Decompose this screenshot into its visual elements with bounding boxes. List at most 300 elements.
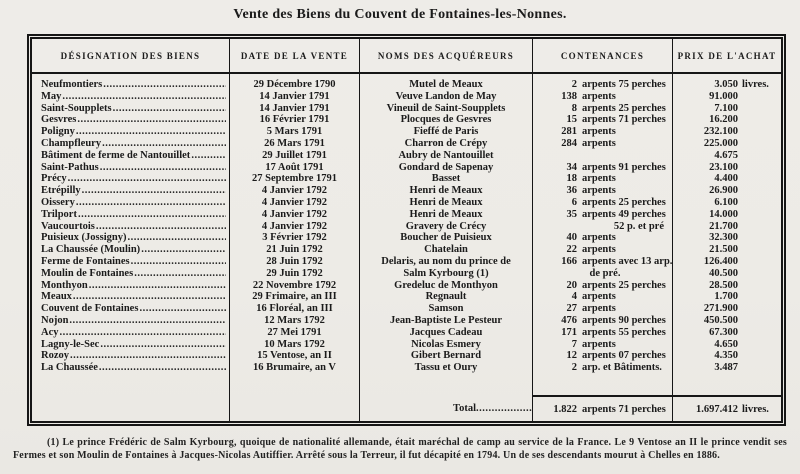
table-row-designation: [32, 162, 229, 174]
designation-label: Ferme de Fontaines: [41, 255, 130, 267]
total-prix-unit: livres.: [742, 403, 769, 415]
prix-unit: [738, 103, 779, 115]
table-row-prix: [673, 185, 781, 197]
table-row-designation: [32, 209, 229, 221]
dot-leader: [73, 291, 226, 303]
contenance-number: 22: [566, 244, 577, 256]
table-row-designation: [32, 138, 229, 150]
designation-label: Champfleury: [41, 137, 102, 149]
dot-leader: [60, 327, 227, 339]
contenance-unit-text: arpents 07 perches: [582, 350, 666, 362]
prix-unit: [738, 150, 779, 162]
dot-leader: [134, 268, 226, 280]
contenance-unit-text: arpents avec 13 arp.: [582, 255, 672, 267]
table-row-designation: [32, 315, 229, 327]
prix-unit: [738, 221, 779, 233]
table-row-date: 29 Frimaire, an III: [252, 291, 337, 303]
prix-number: 91.000: [709, 90, 738, 102]
total-row-empty: [230, 395, 359, 421]
dot-leader: [100, 339, 226, 351]
contenance-number: 27: [566, 303, 577, 315]
total-label-cell: [360, 395, 532, 421]
table-row-prix: [673, 303, 781, 315]
dot-leader: [70, 350, 226, 362]
designation-label: Saint-Soupplets: [41, 102, 112, 114]
prix-number: 16.200: [709, 114, 738, 126]
table-row-acquereur: Charron de Crépy: [404, 137, 488, 149]
total-prix-cell: [673, 395, 781, 421]
dot-leader: [68, 173, 226, 185]
sales-table: [27, 34, 786, 426]
table-row-date: 5 Mars 1791: [266, 126, 323, 138]
contenance-number: 138: [561, 90, 577, 102]
table-row-acquereur: Vineuil de Saint-Soupplets: [386, 102, 506, 114]
designation-label: La Chaussée (Moulin): [41, 244, 141, 256]
prix-unit: [738, 162, 779, 174]
prix-number: 32.300: [709, 232, 738, 244]
table-row-contenance: [533, 185, 672, 197]
table-row-designation: [32, 362, 229, 374]
dot-leader: [139, 303, 226, 315]
table-row-designation: [32, 150, 229, 162]
table-row-acquereur: Regnault: [425, 291, 467, 303]
prix-unit: [738, 173, 779, 185]
table-row-date: 4 Janvier 1792: [261, 196, 328, 208]
table-row-prix: [673, 114, 781, 126]
table-row-prix: [673, 150, 781, 162]
contenance-unit-text: arpents 90 perches: [582, 314, 666, 326]
prix-unit: [738, 114, 779, 126]
table-row-date: 10 Mars 1792: [264, 338, 325, 350]
table-row-contenance: [533, 244, 672, 256]
prix-unit: [738, 339, 779, 351]
total-prix-number: 1.697.412: [696, 403, 738, 415]
prix-unit: [738, 138, 779, 150]
table-row-acquereur: Aubry de Nantouillet: [398, 149, 494, 161]
header-date: DATE DE LA VENTE: [230, 39, 360, 72]
contenance-number: 8: [571, 102, 577, 114]
table-row-designation: [32, 221, 229, 233]
prix-unit: [738, 232, 779, 244]
prix-number: 3.050: [714, 79, 738, 90]
table-row-contenance: [533, 339, 672, 351]
contenance-unit-text: arpents: [582, 185, 616, 197]
table-row-date: 22 Novembre 1792: [252, 279, 337, 291]
table-row-contenance: [533, 291, 672, 303]
table-row-contenance: [533, 126, 672, 138]
contenance-number: 40: [566, 232, 577, 244]
table-row-acquereur: Veuve Landon de May: [395, 90, 497, 102]
table-row-date: 17 Août 1791: [265, 161, 324, 173]
contenance-unit-text: arpents 75 perches: [582, 79, 666, 90]
prix-unit: [738, 350, 779, 362]
prix-number: 4.400: [714, 173, 738, 185]
table-row-acquereur: Henri de Meaux: [409, 208, 483, 220]
table-row-date: 29 Juin 1792: [266, 267, 323, 279]
table-row-prix: [673, 244, 781, 256]
dot-leader: [131, 256, 226, 268]
dot-leader: [77, 114, 226, 126]
table-row-contenance: [533, 303, 672, 315]
designation-label: Oissery: [41, 196, 75, 208]
table-row-designation: [32, 185, 229, 197]
contenance-unit-text: arpents 49 perches: [582, 208, 666, 220]
header-contenances: CONTENANCES: [533, 39, 673, 72]
prix-unit: [738, 315, 779, 327]
dot-leader: [76, 126, 226, 138]
prix-unit: [738, 280, 779, 292]
table-row-date: 4 Janvier 1792: [261, 220, 328, 232]
contenance-number: 20: [566, 279, 577, 291]
contenance-unit-text: 52 p. et pré: [613, 220, 664, 232]
total-prix: [673, 404, 781, 415]
contenance-unit-text: arpents 71 perches: [582, 114, 666, 126]
designation-label: Moulin de Fontaines: [41, 267, 134, 279]
table-row-acquereur: Jean-Baptiste Le Pesteur: [390, 314, 502, 326]
prix-number: 21.500: [709, 244, 738, 256]
prix-number: 14.000: [709, 208, 738, 220]
designation-label: Couvent de Fontaines: [41, 303, 139, 315]
contenance-unit-text: arpents: [582, 173, 616, 185]
dot-leader: [96, 221, 226, 233]
table-row-contenance: [533, 150, 672, 162]
prix-number: 1.700: [714, 291, 738, 303]
prix-unit: [738, 303, 779, 315]
column-date: [230, 74, 360, 421]
table-row-designation: [32, 197, 229, 209]
table-row-contenance: [533, 91, 672, 103]
designation-label: Monthyon: [41, 279, 88, 291]
table-row-acquereur: Plocques de Gesvres: [400, 114, 492, 126]
table-row-date: 15 Ventose, an II: [257, 350, 332, 362]
contenance-number: 15: [566, 114, 577, 126]
contenance-number: 476: [561, 314, 577, 326]
table-row-contenance: [533, 362, 672, 374]
prix-number: 28.500: [709, 279, 738, 291]
table-row-designation: [32, 339, 229, 351]
table-row-acquereur: Henri de Meaux: [409, 196, 483, 208]
table-row-prix: [673, 327, 781, 339]
table-row-prix: [673, 91, 781, 103]
table-body: [32, 74, 781, 421]
designation-label: Bâtiment de ferme de Nantouillet: [41, 149, 191, 161]
prix-number: 21.700: [709, 220, 738, 232]
designation-label: Nojon: [41, 314, 69, 326]
contenance-unit-text: arpents: [582, 338, 616, 350]
dot-leader: [78, 209, 226, 221]
table-row-acquereur: Henri de Meaux: [409, 185, 483, 197]
prix-unit: [738, 126, 779, 138]
prix-unit: [738, 185, 779, 197]
prix-number: 3.487: [714, 362, 738, 374]
contenance-number: 166: [561, 255, 577, 267]
table-row-date: 16 Floréal, an III: [256, 303, 333, 315]
contenance-unit-text: arpents: [582, 303, 616, 315]
table-row-date: 4 Janvier 1792: [261, 208, 328, 220]
table-row-designation: [32, 232, 229, 244]
table-row-acquereur: Samson: [428, 303, 464, 315]
designation-label: La Chaussée: [41, 362, 98, 374]
table-row-prix: [673, 256, 781, 268]
contenance-number: 284: [561, 137, 577, 149]
table-row-date: 12 Mars 1792: [264, 314, 325, 326]
total-contenance: [533, 404, 672, 415]
column-spacer: [32, 374, 229, 395]
dot-leader: [102, 138, 226, 150]
column-spacer: [673, 374, 781, 395]
table-row-prix: [673, 280, 781, 292]
table-row-date: 28 Juin 1792: [266, 255, 323, 267]
table-header-row: [32, 39, 781, 74]
table-row-date: 21 Juin 1792: [266, 244, 323, 256]
table-row-designation: [32, 114, 229, 126]
prix-number: 7.100: [714, 102, 738, 114]
contenance-number: 7: [571, 338, 577, 350]
header-acquereurs: NOMS DES ACQUÉREURS: [360, 39, 533, 72]
contenance-number: 34: [566, 161, 577, 173]
table-row-contenance: [533, 350, 672, 362]
table-row-prix: [673, 362, 781, 374]
contenance-unit-text: arpents: [582, 232, 616, 244]
prix-unit: [738, 197, 779, 209]
table-row-designation: [32, 327, 229, 339]
contenance-number: 4: [571, 291, 577, 303]
contenance-unit-text: arpents: [582, 90, 616, 102]
contenance-unit-text: arpents: [582, 244, 616, 256]
designation-label: Lagny-le-Sec: [41, 338, 100, 350]
table-row-prix: [673, 79, 781, 91]
table-row-date: 16 Février 1791: [259, 114, 330, 126]
prix-unit: livres.: [742, 79, 769, 90]
table-row-acquereur: Tassu et Oury: [414, 362, 478, 374]
table-row-designation: [32, 79, 229, 91]
table-row-prix: [673, 315, 781, 327]
table-row-acquereur: Gondard de Sapenay: [398, 161, 494, 173]
table-row-prix: [673, 209, 781, 221]
prix-number: 40.500: [709, 267, 738, 279]
prix-number: 4.350: [714, 350, 738, 362]
prix-number: 126.400: [703, 255, 738, 267]
dot-leader: [191, 150, 226, 162]
column-spacer: [360, 374, 532, 395]
table-row-contenance: [533, 268, 672, 280]
contenance-number: [533, 150, 577, 162]
contenance-number: 171: [561, 326, 577, 338]
column-spacer: [533, 374, 672, 395]
contenance-number: 6: [571, 196, 577, 208]
contenance-number: 35: [566, 208, 577, 220]
designation-label: Puisieux (Jossigny): [41, 232, 127, 244]
column-spacer: [230, 374, 359, 395]
dot-leader: [113, 103, 226, 115]
header-designation: DÉSIGNATION DES BIENS: [32, 39, 230, 72]
total-row-empty: [32, 395, 229, 421]
table-row-prix: [673, 138, 781, 150]
dot-leader: [89, 280, 226, 292]
contenance-number: 281: [561, 126, 577, 138]
table-row-acquereur: Fieffé de Paris: [413, 126, 479, 138]
table-row-contenance: [533, 280, 672, 292]
table-row-acquereur: Jacques Cadeau: [409, 326, 483, 338]
designation-label: Saint-Pathus: [41, 161, 99, 173]
table-row-designation: [32, 91, 229, 103]
table-row-acquereur: Delaris, au nom du prince de: [381, 255, 511, 267]
table-row-acquereur: Mutel de Meaux: [409, 79, 483, 90]
total-contenance-number: 1.822: [553, 403, 577, 415]
contenance-unit-text: arp. et Bâtiments.: [582, 362, 662, 374]
table-row-date: 16 Brumaire, an V: [252, 362, 337, 374]
table-row-date: 27 Septembre 1791: [252, 173, 337, 185]
contenance-unit-text: arpents 91 perches: [582, 161, 666, 173]
dot-leader: [127, 232, 226, 244]
contenance-unit-text: [577, 150, 582, 162]
table-row-date: 14 Janvier 1791: [259, 102, 330, 114]
table-row-contenance: [533, 79, 672, 91]
table-row-date: 3 Février 1792: [262, 232, 327, 244]
prix-number: 26.900: [709, 185, 738, 197]
table-row-acquereur: Basset: [431, 173, 461, 185]
designation-label: Vaucourtois: [41, 220, 95, 232]
contenance-unit-text: arpents 55 perches: [582, 326, 666, 338]
designation-label: Meaux: [41, 291, 72, 303]
table-row-designation: [32, 256, 229, 268]
table-row-contenance: [533, 256, 672, 268]
designation-label: Trilport: [41, 208, 77, 220]
table-row-contenance: [533, 232, 672, 244]
prix-number: 232.100: [703, 126, 738, 138]
prix-unit: [738, 291, 779, 303]
column-designation: [32, 74, 230, 421]
designation-label: Gesvres: [41, 114, 77, 126]
table-row-prix: [673, 126, 781, 138]
dot-leader: [76, 197, 226, 209]
contenance-number: 18: [566, 173, 577, 185]
table-row-prix: [673, 350, 781, 362]
total-dot-leader: [476, 403, 532, 414]
prix-number: 450.500: [703, 314, 738, 326]
prix-unit: [738, 327, 779, 339]
dot-leader: [100, 162, 226, 174]
table-row-prix: [673, 268, 781, 280]
contenance-number: 12: [566, 350, 577, 362]
table-row-prix: [673, 173, 781, 185]
dot-leader: [99, 362, 226, 374]
prix-number: 4.675: [714, 149, 738, 161]
table-row-designation: [32, 173, 229, 185]
contenance-unit-text: arpents 25 perches: [582, 102, 666, 114]
table-row-acquereur: Gibert Bernard: [410, 350, 482, 362]
table-row-contenance: [533, 327, 672, 339]
table-row-prix: [673, 339, 781, 351]
prix-number: 271.900: [703, 303, 738, 315]
table-row-contenance: [533, 162, 672, 174]
contenance-unit-text: de pré.: [589, 267, 621, 279]
prix-unit: [738, 244, 779, 256]
column-acquereurs: [360, 74, 533, 421]
designation-label: Rozoy: [41, 350, 69, 362]
table-row-acquereur: Salm Kyrbourg (1): [403, 267, 489, 279]
total-contenance-cell: [533, 395, 672, 421]
table-row-date: 29 Décembre 1790: [253, 79, 336, 90]
total-label: Total: [453, 402, 476, 414]
dot-leader: [82, 185, 226, 197]
column-prix: [673, 74, 781, 421]
table-row-date: 4 Janvier 1792: [261, 185, 328, 197]
table-row-date: 26 Mars 1791: [264, 137, 325, 149]
dot-leader: [141, 244, 226, 256]
table-row-contenance: [533, 103, 672, 115]
page-title: Vente des Biens du Couvent de Fontaines-les-Nonnes.: [233, 7, 567, 22]
contenance-number: 2: [571, 362, 577, 374]
designation-label: May: [41, 90, 62, 102]
table-row-prix: [673, 221, 781, 233]
table-row-designation: [32, 103, 229, 115]
table-row-acquereur: Chatelain: [424, 244, 468, 256]
prix-number: 225.000: [703, 137, 738, 149]
contenance-unit-text: arpents: [582, 137, 616, 149]
table-row-contenance: [533, 315, 672, 327]
table-row-contenance: [533, 221, 672, 233]
designation-label: Etrépilly: [41, 185, 81, 197]
prix-unit: [738, 362, 779, 374]
dot-leader: [62, 91, 226, 103]
contenance-number: 36: [566, 185, 577, 197]
table-row-designation: [32, 126, 229, 138]
prix-unit: [738, 209, 779, 221]
table-row-date: 27 Mei 1791: [267, 326, 322, 338]
table-row-contenance: [533, 114, 672, 126]
prix-number: 4.650: [714, 338, 738, 350]
contenance-unit-text: arpents 25 perches: [582, 196, 666, 208]
table-row-designation: [32, 280, 229, 292]
prix-number: 6.100: [714, 196, 738, 208]
designation-label: Acy: [41, 326, 59, 338]
header-prix: PRIX DE L'ACHAT: [677, 50, 777, 61]
table-row-acquereur: Gravery de Crécy: [405, 220, 487, 232]
table-row-prix: [673, 291, 781, 303]
contenance-number: 2: [571, 79, 577, 90]
prix-unit: [738, 268, 779, 280]
designation-label: Neufmontiers: [41, 79, 103, 90]
designation-label: Précy: [41, 173, 67, 185]
table-row-date: 29 Juillet 1791: [262, 149, 327, 161]
contenance-unit-text: arpents 25 perches: [582, 279, 666, 291]
table-row-acquereur: Gredeluc de Monthyon: [394, 279, 498, 291]
table-row-date: 14 Janvier 1791: [259, 90, 330, 102]
table-row-contenance: [533, 209, 672, 221]
contenance-unit-text: arpents: [582, 291, 616, 303]
table-row-acquereur: Nicolas Esmery: [411, 338, 481, 350]
total-contenance-unit-text: arpents 71 perches: [582, 403, 666, 415]
prix-number: 67.300: [709, 326, 738, 338]
footnote: (1) Le prince Frédéric de Salm Kyrbourg, quoique de nationalité allemande, était maréchal de camp au service de la France. Le 9 Ventose an II le prince vendit ses Fermes et son Moulin de Fontaines à Jacques-Nicolas Autiffier. Arrêté sous la Terreur, il fut décapité en 1794. Un de ses descendants mourut à Chelles en 1886.: [13, 437, 787, 461]
table-row-contenance: [533, 173, 672, 185]
contenance-unit-text: arpents: [582, 126, 616, 138]
table-row-designation: [32, 350, 229, 362]
table-row-prix: [673, 232, 781, 244]
prix-number: 23.100: [709, 161, 738, 173]
table-row-designation: [32, 303, 229, 315]
column-contenances: [533, 74, 673, 421]
table-row-contenance: [533, 138, 672, 150]
prix-unit: [738, 256, 779, 268]
table-row-acquereur: Boucher de Puisieux: [400, 232, 492, 244]
table-row-designation: [32, 244, 229, 256]
table-row-prix: [673, 162, 781, 174]
designation-label: Poligny: [41, 126, 75, 138]
dot-leader: [69, 315, 226, 327]
table-row-contenance: [533, 197, 672, 209]
